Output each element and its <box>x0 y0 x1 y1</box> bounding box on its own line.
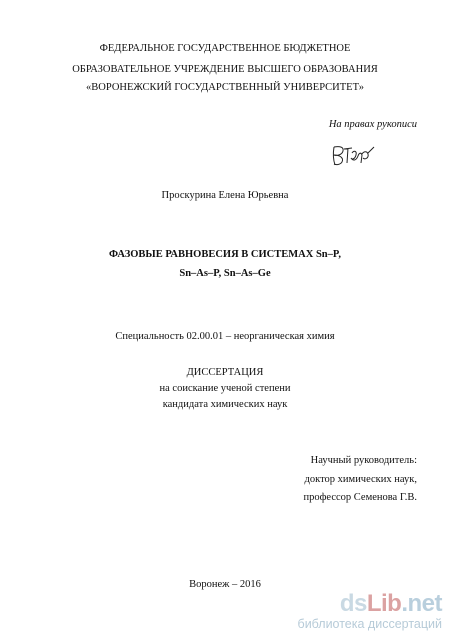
handwritten-signature <box>330 141 376 169</box>
supervisor-label: Научный руководитель: <box>310 455 417 466</box>
degree-purpose-line-1: на соискание ученой степени <box>159 383 291 394</box>
manuscript-note: На правах рукописи <box>328 119 417 130</box>
supervisor-name: профессор Семенова Г.В. <box>303 492 417 503</box>
city-year: Воронеж – 2016 <box>189 579 261 590</box>
header-line-3: «ВОРОНЕЖСКИЙ ГОСУДАРСТВЕННЫЙ УНИВЕРСИТЕТ» <box>86 82 364 93</box>
header-line-1: ФЕДЕРАЛЬНОЕ ГОСУДАРСТВЕННОЕ БЮДЖЕТНОЕ <box>99 43 351 54</box>
dissertation-label: ДИССЕРТАЦИЯ <box>186 367 264 378</box>
dslib-logo: dsLib.net <box>339 590 442 617</box>
specialty: Специальность 02.00.01 – неорганическая химия <box>115 331 335 342</box>
title-line-1: ФАЗОВЫЕ РАВНОВЕСИЯ В СИСТЕМАХ Sn–P, <box>109 249 341 260</box>
dslib-subtitle: библиотека диссертаций <box>297 617 442 631</box>
header-line-2: ОБРАЗОВАТЕЛЬНОЕ УЧРЕЖДЕНИЕ ВЫСШЕГО ОБРАЗОВАНИЯ <box>72 64 378 75</box>
supervisor-degree: доктор химических наук, <box>304 474 417 485</box>
author-name: Проскурина Елена Юрьевна <box>161 190 289 201</box>
dslib-watermark <box>298 592 442 631</box>
title-line-2: Sn–As–P, Sn–As–Ge <box>179 268 271 279</box>
degree-purpose-line-2: кандидата химических наук <box>162 399 288 410</box>
